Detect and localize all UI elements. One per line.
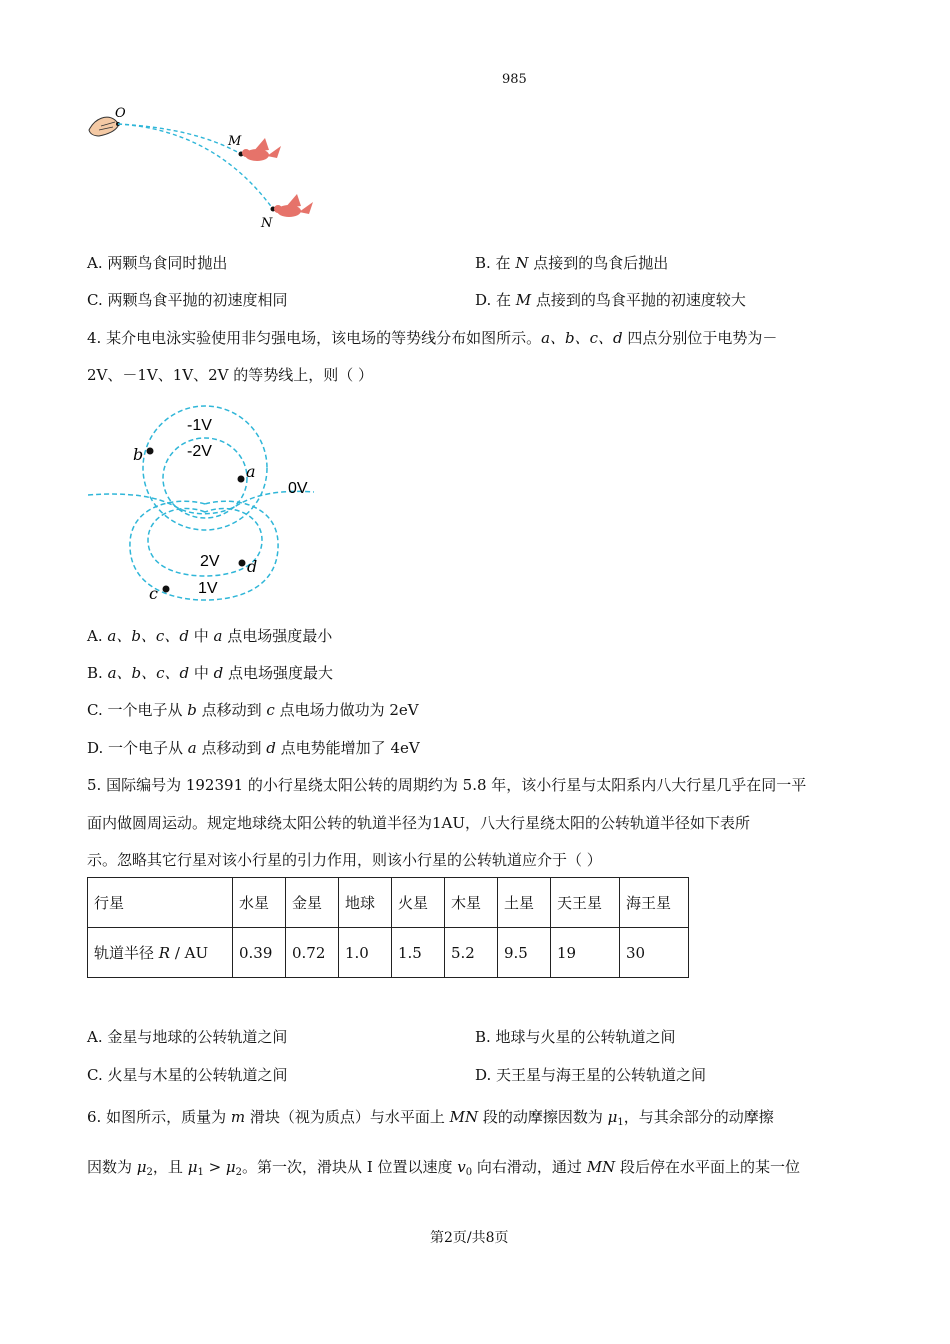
label-plus1v: 1V	[198, 580, 218, 597]
bird-m-icon	[242, 138, 281, 161]
q3-option-a: A. 两颗鸟食同时抛出	[87, 254, 228, 272]
q5-stem-line2: 面内做圆周运动。规定地球绕太阳公转的轨道半径为1AU，八大行星绕太阳的公转轨道半径如下表所	[87, 814, 751, 832]
label-n: N	[261, 216, 273, 231]
q4-stem-line1: 4. 某介电电泳实验使用非匀强电场，该电场的等势线分布如图所示。a、b、c、d 四点分别位于电势为－	[87, 329, 778, 347]
q5-option-b: B. 地球与火星的公转轨道之间	[475, 1028, 676, 1046]
label-a: a	[246, 462, 256, 481]
page-code: 985	[502, 72, 527, 87]
q6-stem-line1: 6. 如图所示，质量为 m 滑块（视为质点）与水平面上 MN 段的动摩擦因数为 $\mu_1$，与其余部分的动摩擦	[87, 1108, 774, 1128]
trajectory-n	[118, 124, 273, 209]
point-a	[238, 476, 245, 483]
q6-stem-line2: 因数为 $\mu_2$，且 $\mu_1 > \mu_2$。第一次，滑块从 I 位置以速度 $v_0$ 向右滑动，通过 MN 段后停在水平面上的某一位	[87, 1158, 800, 1178]
label-minus1v: -1V	[187, 417, 212, 434]
table-row	[88, 928, 689, 978]
q5-stem-line1: 5. 国际编号为 192391 的小行星绕太阳公转的周期约为 5.8 年，该小行星与太阳系内八大行星几乎在同一平	[87, 776, 807, 794]
q3-option-d: D. 在 M 点接到的鸟食平抛的初速度较大	[475, 291, 746, 309]
table-cell: 9.5	[498, 928, 551, 978]
table-header-radius: 轨道半径 R / AU	[88, 928, 233, 978]
label-zerov: 0V	[288, 480, 308, 497]
planet-orbit-table	[87, 877, 689, 978]
label-m: M	[228, 134, 242, 149]
q5-option-a: A. 金星与地球的公转轨道之间	[87, 1028, 288, 1046]
point-c	[163, 586, 170, 593]
q3-option-b: B. 在 N 点接到的鸟食后抛出	[475, 254, 669, 272]
page-number: 第2页/共8页	[430, 1230, 509, 1246]
label-c: c	[149, 584, 158, 603]
q4-option-b: B. a、b、c、d 中 d 点电场强度最大	[87, 664, 334, 682]
label-plus2v: 2V	[200, 553, 220, 570]
table-cell: 海王星	[620, 878, 689, 928]
bird-n-icon	[274, 194, 313, 217]
table-cell: 19	[551, 928, 620, 978]
table-header-planet: 行星	[88, 878, 233, 928]
table-cell: 火星	[392, 878, 445, 928]
table-cell: 金星	[286, 878, 339, 928]
table-cell: 水星	[233, 878, 286, 928]
table-cell: 木星	[445, 878, 498, 928]
label-o: O	[115, 106, 126, 121]
q4-option-d: D. 一个电子从 a 点移动到 d 点电势能增加了 4eV	[87, 739, 420, 757]
table-cell: 土星	[498, 878, 551, 928]
table-cell: 5.2	[445, 928, 498, 978]
point-b	[147, 448, 154, 455]
trajectory-m	[118, 124, 241, 154]
q4-equipotential-figure	[88, 400, 328, 610]
point-d	[239, 560, 246, 567]
label-b: b	[133, 445, 144, 464]
q3-option-c: C. 两颗鸟食平抛的初速度相同	[87, 291, 288, 309]
q5-stem-line3: 示。忽略其它行星对该小行星的引力作用，则该小行星的公转轨道应介于（ ）	[87, 851, 602, 869]
table-cell: 地球	[339, 878, 392, 928]
q5-option-c: C. 火星与木星的公转轨道之间	[87, 1066, 288, 1084]
table-cell: 1.5	[392, 928, 445, 978]
table-cell: 30	[620, 928, 689, 978]
q4-option-a: A. a、b、c、d 中 a 点电场强度最小	[87, 627, 333, 645]
label-minus2v: -2V	[187, 443, 212, 460]
table-cell: 1.0	[339, 928, 392, 978]
table-row	[88, 878, 689, 928]
q4-stem-line2: 2V、－1V、1V、2V 的等势线上，则（ ）	[87, 366, 374, 384]
q4-option-c: C. 一个电子从 b 点移动到 c 点电场力做功为 2eV	[87, 701, 419, 719]
q5-option-d: D. 天王星与海王星的公转轨道之间	[475, 1066, 707, 1084]
table-cell: 0.72	[286, 928, 339, 978]
label-d: d	[247, 557, 258, 576]
table-cell: 0.39	[233, 928, 286, 978]
q3-trajectory-figure	[85, 100, 325, 235]
table-cell: 天王星	[551, 878, 620, 928]
